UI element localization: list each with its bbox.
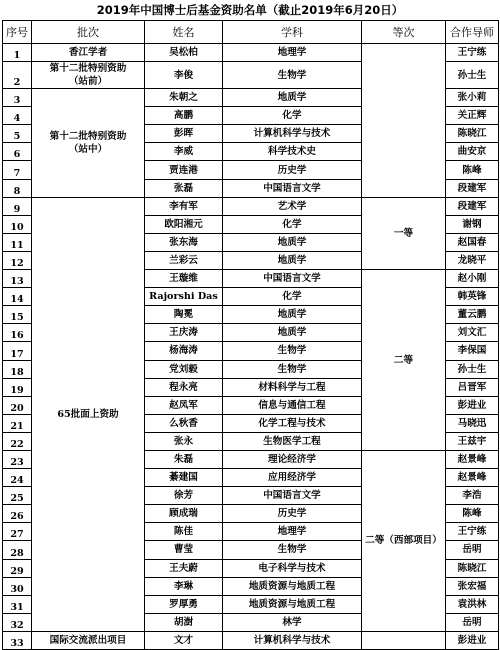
subject: 中国语言文学	[223, 270, 362, 288]
grade-cell	[362, 44, 446, 198]
person-name: 徐芳	[145, 487, 223, 505]
batch-cell	[32, 62, 145, 89]
person-name: 文才	[145, 631, 223, 649]
advisor: 王兹宇	[446, 432, 499, 450]
person-name: 高鹏	[145, 107, 223, 125]
row-index: 12	[3, 251, 32, 269]
advisor: 张小莉	[446, 89, 499, 107]
advisor: 李浩	[446, 487, 499, 505]
person-name: 綦建国	[145, 469, 223, 487]
person-name: 陶冕	[145, 306, 223, 324]
subject: 材料科学与工程	[223, 378, 362, 396]
subject: 地质学	[223, 306, 362, 324]
header-index: 序号	[3, 21, 32, 44]
person-name: 李琳	[145, 577, 223, 595]
subject: 地质学	[223, 233, 362, 251]
person-name: 张东海	[145, 233, 223, 251]
batch-cell	[32, 44, 145, 62]
row-index: 25	[3, 487, 32, 505]
row-index: 8	[3, 179, 32, 197]
subject: 地质学	[223, 251, 362, 269]
person-name: 张磊	[145, 179, 223, 197]
header-grade: 等次	[362, 21, 446, 44]
batch-label: 65批面上资助	[57, 408, 119, 420]
header-batch: 批次	[32, 21, 145, 44]
page-title: 2019年中国博士后基金资助名单（截止2019年6月20日）	[96, 3, 404, 17]
batch-label: 国际交流派出项目	[49, 634, 127, 646]
advisor: 孙士生	[446, 62, 499, 89]
advisor: 彭进业	[446, 396, 499, 414]
person-name: 王庆涛	[145, 324, 223, 342]
advisor: 吕晋军	[446, 378, 499, 396]
advisor: 王宁练	[446, 523, 499, 541]
advisor: 赵景峰	[446, 469, 499, 487]
subject: 生物学	[223, 62, 362, 89]
row-index: 20	[3, 396, 32, 414]
subject: 中国语言文学	[223, 487, 362, 505]
advisor: 岳明	[446, 541, 499, 559]
person-name: 贾连港	[145, 161, 223, 179]
subject: 生物医学工程	[223, 432, 362, 450]
person-name: 欧阳湘元	[145, 215, 223, 233]
person-name: 党刘毅	[145, 360, 223, 378]
table-row	[3, 631, 499, 649]
row-index: 31	[3, 595, 32, 613]
person-name: 张永	[145, 432, 223, 450]
subject: 化学	[223, 107, 362, 125]
batch-label: 第十二批特别资助	[49, 63, 127, 75]
subject: 电子科学与技术	[223, 559, 362, 577]
grade-cell	[362, 631, 446, 649]
table-row	[3, 197, 499, 215]
person-name: 顾成瑞	[145, 505, 223, 523]
subject: 地质资源与地质工程	[223, 595, 362, 613]
row-index: 17	[3, 342, 32, 360]
row-index: 9	[3, 197, 32, 215]
batch-cell	[32, 197, 145, 631]
batch-label: 第十二批特别资助	[49, 130, 127, 142]
person-name: 杨海涛	[145, 342, 223, 360]
header-subject: 学科	[223, 21, 362, 44]
advisor: 赵国春	[446, 233, 499, 251]
row-index: 28	[3, 541, 32, 559]
subject: 地质资源与地质工程	[223, 577, 362, 595]
subject: 计算机科学与技术	[223, 631, 362, 649]
subject: 地理学	[223, 523, 362, 541]
row-index: 1	[3, 44, 32, 62]
row-index: 30	[3, 577, 32, 595]
row-index: 24	[3, 469, 32, 487]
grade-cell: 一等	[362, 197, 446, 269]
row-index: 33	[3, 631, 32, 649]
person-name: 彭晖	[145, 125, 223, 143]
row-index: 27	[3, 523, 32, 541]
advisor: 岳明	[446, 613, 499, 631]
person-name: 曹莹	[145, 541, 223, 559]
row-index: 32	[3, 613, 32, 631]
subject: 林学	[223, 613, 362, 631]
table-header-row	[3, 21, 499, 44]
header-name: 姓名	[145, 21, 223, 44]
row-index: 26	[3, 505, 32, 523]
person-name: 胡澍	[145, 613, 223, 631]
row-index: 4	[3, 107, 32, 125]
subject: 生物学	[223, 541, 362, 559]
advisor: 彭进业	[446, 631, 499, 649]
advisor: 刘文汇	[446, 324, 499, 342]
batch-label: （站中）	[68, 143, 108, 155]
row-index: 5	[3, 125, 32, 143]
person-name: 兰彩云	[145, 251, 223, 269]
advisor: 赵景峰	[446, 450, 499, 468]
subject: 艺术学	[223, 197, 362, 215]
person-name: 王璇维	[145, 270, 223, 288]
row-index: 3	[3, 89, 32, 107]
advisor: 李保国	[446, 342, 499, 360]
subject: 生物学	[223, 360, 362, 378]
row-index: 11	[3, 233, 32, 251]
row-index: 23	[3, 450, 32, 468]
person-name: 罗厚勇	[145, 595, 223, 613]
subject: 化学	[223, 215, 362, 233]
person-name: 朱磊	[145, 450, 223, 468]
advisor: 董云鹏	[446, 306, 499, 324]
advisor: 张宏福	[446, 577, 499, 595]
advisor: 孙士生	[446, 360, 499, 378]
person-name: 李威	[145, 143, 223, 161]
subject: 科学技术史	[223, 143, 362, 161]
advisor: 马晓迅	[446, 414, 499, 432]
table-row	[3, 44, 499, 62]
subject: 地质学	[223, 324, 362, 342]
person-name: 朱朝之	[145, 89, 223, 107]
advisor: 段建军	[446, 179, 499, 197]
row-index: 10	[3, 215, 32, 233]
subject: 历史学	[223, 161, 362, 179]
subject: 地质学	[223, 89, 362, 107]
advisor: 王宁练	[446, 44, 499, 62]
batch-cell	[32, 631, 145, 649]
row-index: 21	[3, 414, 32, 432]
advisor: 谢钢	[446, 215, 499, 233]
row-index: 16	[3, 324, 32, 342]
row-index: 2	[3, 62, 32, 89]
row-index: 18	[3, 360, 32, 378]
subject: 化学工程与技术	[223, 414, 362, 432]
subject: 计算机科学与技术	[223, 125, 362, 143]
subject: 生物学	[223, 342, 362, 360]
row-index: 14	[3, 288, 32, 306]
grade-cell: 二等	[362, 270, 446, 451]
advisor: 赵小刚	[446, 270, 499, 288]
advisor: 陈晓江	[446, 125, 499, 143]
advisor: 龙晓平	[446, 251, 499, 269]
row-index: 15	[3, 306, 32, 324]
row-index: 29	[3, 559, 32, 577]
batch-label: 香江学者	[68, 47, 108, 59]
row-index: 7	[3, 161, 32, 179]
row-index: 6	[3, 143, 32, 161]
funding-table	[2, 20, 499, 650]
advisor: 陈峰	[446, 505, 499, 523]
advisor: 袁洪林	[446, 595, 499, 613]
person-name: 王夫蔚	[145, 559, 223, 577]
subject: 化学	[223, 288, 362, 306]
person-name: 陈佳	[145, 523, 223, 541]
batch-cell	[32, 89, 145, 198]
advisor: 关正辉	[446, 107, 499, 125]
person-name: 李俊	[145, 62, 223, 89]
advisor: 段建军	[446, 197, 499, 215]
advisor: 韩英锋	[446, 288, 499, 306]
subject: 中国语言文学	[223, 179, 362, 197]
advisor: 曲安京	[446, 143, 499, 161]
person-name: 吴松柏	[145, 44, 223, 62]
person-name: 李有军	[145, 197, 223, 215]
person-name: Rajorshi Das	[145, 288, 223, 306]
advisor: 陈峰	[446, 161, 499, 179]
row-index: 19	[3, 378, 32, 396]
person-name: 程永亮	[145, 378, 223, 396]
subject: 信息与通信工程	[223, 396, 362, 414]
subject: 应用经济学	[223, 469, 362, 487]
person-name: 么秋香	[145, 414, 223, 432]
subject: 历史学	[223, 505, 362, 523]
grade-cell: 二等（西部项目）	[362, 450, 446, 631]
subject: 地理学	[223, 44, 362, 62]
person-name: 赵凤军	[145, 396, 223, 414]
batch-label: （站前）	[68, 76, 108, 88]
header-advisor: 合作导师	[446, 21, 499, 44]
row-index: 13	[3, 270, 32, 288]
row-index: 22	[3, 432, 32, 450]
subject: 理论经济学	[223, 450, 362, 468]
advisor: 陈晓江	[446, 559, 499, 577]
